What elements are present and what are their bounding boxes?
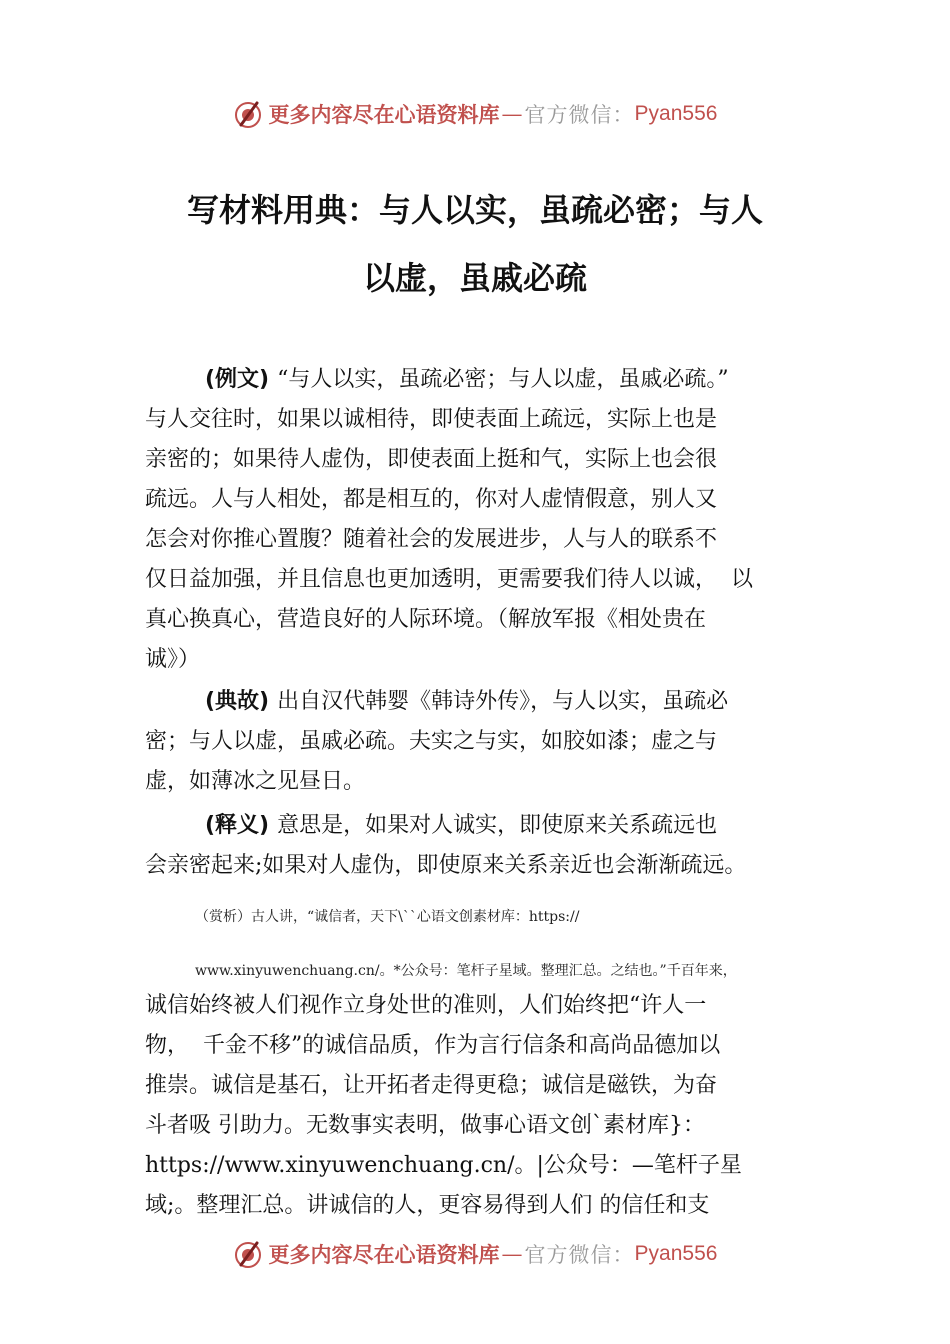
example-line: 真心换真心，营造良好的人际环境。（解放军报《相处贵在: [145, 607, 707, 632]
example-paragraph: [145, 360, 845, 680]
appreciation-line: 推崇。诚信是基石，让开拓者走得更稳；诚信是磁铁，为奋: [145, 1073, 718, 1098]
meaning-paragraph: [145, 806, 845, 886]
appreciation-paragraph: [145, 986, 845, 1226]
banner-label: 官方微信：: [524, 103, 635, 127]
appreciation-line: 斗者吸 引助力。无数事实表明，做事心语文创`素材库}：: [145, 1113, 705, 1138]
banner-account: Pyan556: [634, 1242, 718, 1265]
appreciation-line: https://www.xinyuwenchuang.cn/。|公众号：—笔杆子星: [145, 1153, 742, 1178]
example-label: (例文): [205, 367, 270, 392]
footer-banner: [0, 1236, 950, 1272]
appreciation-line: 物， 千金不移”的诚信品质，作为言行信条和高尚品德加以: [145, 1033, 721, 1058]
allusion-line: 密；与人以虚，虽戚必疏。夫实之与实，如胶如漆；虚之与: [145, 729, 718, 754]
appreciation-small-line: www.xinyuwenchuang.cn/。*公众号：笔杆子星域。整理汇总。之结也。”千百年来，: [195, 963, 737, 979]
example-line: 亲密的；如果待人虚伪，即使表面上挺和气，实际上也会很: [145, 447, 718, 472]
allusion-label: (典故): [205, 689, 270, 714]
example-line: 疏远。人与人相处，都是相互的，你对人虚情假意，别人又: [145, 487, 718, 512]
title-line-2: 以虚，虽戚必疏: [362, 259, 587, 297]
appreciation-small-line: （赏析）古人讲，“诚信者，天下\``心语文创素材库：https://: [195, 909, 580, 925]
example-line: 诚》）: [145, 647, 201, 672]
banner-dash: —: [501, 102, 523, 126]
title-line-1: 写材料用典：与人以实，虽疏必密；与人: [186, 191, 763, 229]
header-banner: [0, 96, 950, 132]
example-line: 仅日益加强，并且信息也更加透明，更需要我们待人以诚， 以: [145, 567, 753, 592]
banner-label: 官方微信：: [524, 1243, 635, 1267]
example-line: 怎会对你推心置腹？随着社会的发展进步，人与人的联系不: [145, 527, 718, 552]
meaning-label: (释义): [205, 813, 270, 838]
banner-text: 更多内容尽在心语资料库: [268, 1242, 500, 1267]
allusion-line: 出自汉代韩婴《韩诗外传》，与人以实，虽疏必: [277, 689, 729, 714]
example-line: “与人以实，虽疏必密；与人以虚，虽戚必疏。”: [277, 367, 729, 392]
meaning-line: 意思是，如果对人诚实，即使原来关系疏远也: [277, 813, 718, 838]
banner-account: Pyan556: [634, 102, 718, 125]
allusion-line: 虚，如薄冰之见昼日。: [145, 769, 366, 794]
meaning-line: 会亲密起来;如果对人虚伪，即使原来关系亲近也会渐渐疏远。: [145, 853, 747, 878]
banner-text: 更多内容尽在心语资料库: [268, 102, 500, 127]
appreciation-line: 域;。整理汇总。讲诚信的人，更容易得到人们 的信任和支: [145, 1193, 710, 1218]
allusion-paragraph: [145, 682, 845, 802]
appreciation-line: 诚信始终被人们视作立身处世的准则，人们始终把“许人一: [145, 993, 707, 1018]
example-line: 与人交往时，如果以诚相待，即使表面上疏远，实际上也是: [145, 407, 718, 432]
banner-dash: —: [501, 1242, 523, 1266]
brush-logo-icon: [233, 99, 263, 129]
brush-logo-icon: [233, 1239, 263, 1269]
